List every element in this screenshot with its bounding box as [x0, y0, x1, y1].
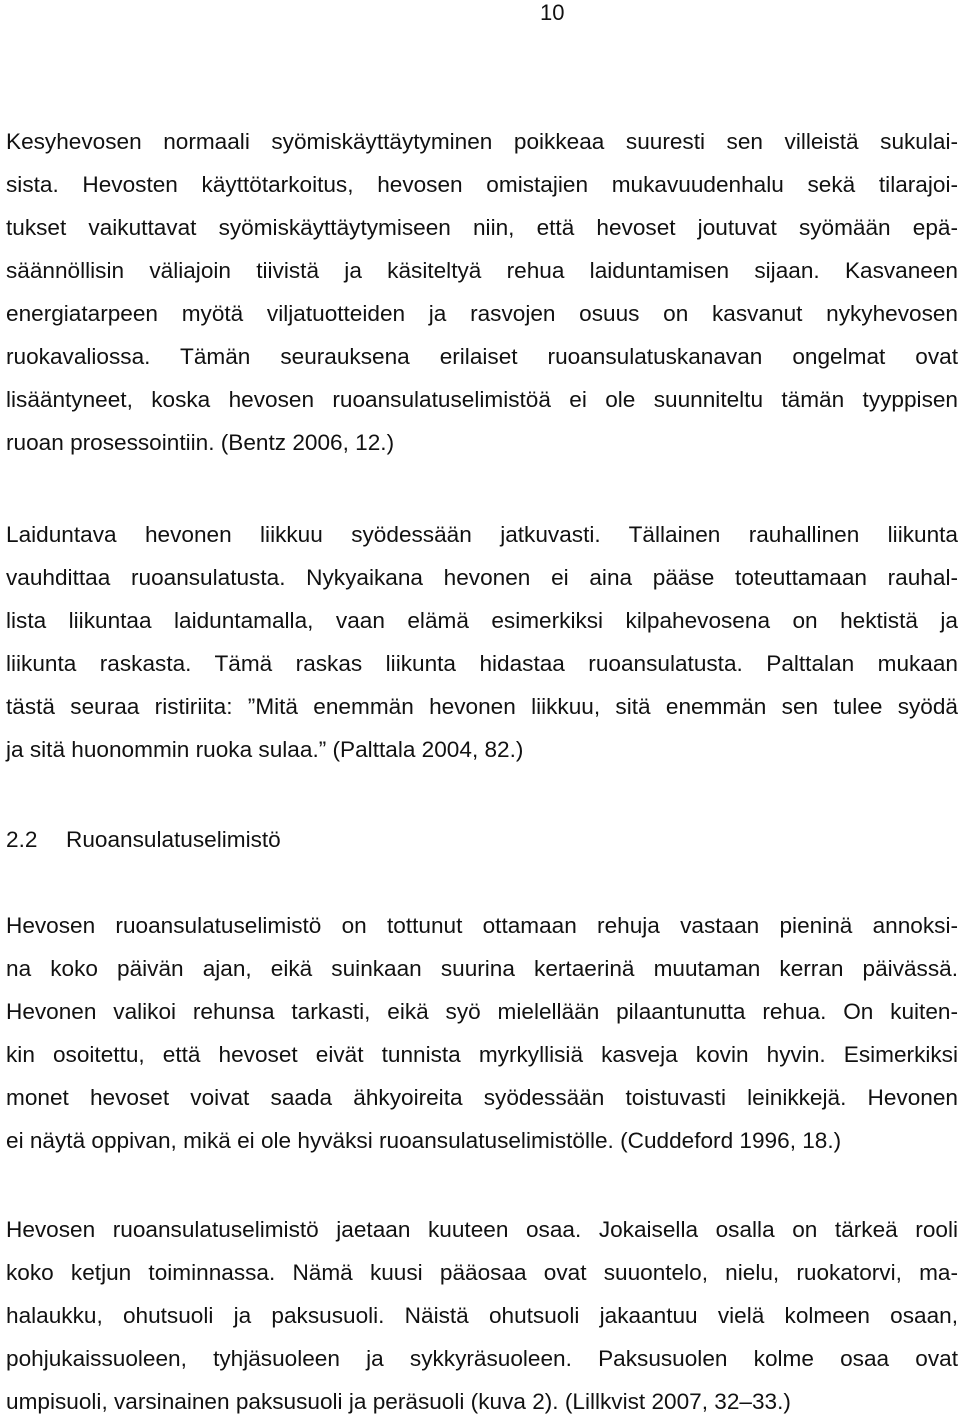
text-line: ruokavaliossa. Tämän seurauksena erilaiset ruoansulatuskanavan ongelmat ovat [6, 344, 958, 369]
paragraph-3 [0, 904, 960, 1162]
text-line: energiatarpeen myötä viljatuotteiden ja rasvojen osuus on kasvanut nykyhevosen [6, 301, 958, 326]
text-line: pohjukaissuoleen, tyhjäsuoleen ja sykkyräsuoleen. Paksusuolen kolme osaa ovat [6, 1346, 958, 1371]
text-line: vauhdittaa ruoansulatusta. Nykyaikana hevonen ei aina pääse toteuttamaan rauhal- [6, 565, 958, 590]
text-line: koko ketjun toiminnassa. Nämä kuusi pääosaa ovat suuontelo, nielu, ruokatorvi, ma- [6, 1260, 958, 1285]
text-line: lista liikuntaa laiduntamalla, vaan elämä esimerkiksi kilpahevosena on hektistä ja [6, 608, 958, 633]
text-line: tukset vaikuttavat syömiskäyttäytymiseen niin, että hevoset joutuvat syömään epä- [6, 215, 958, 240]
paragraph-2 [0, 513, 960, 771]
text-line: liikunta raskasta. Tämä raskas liikunta hidastaa ruoansulatusta. Palttalan mukaan [6, 651, 958, 676]
text-line: lisääntyneet, koska hevosen ruoansulatuselimistöä ei ole suunniteltu tämän tyyppisen [6, 387, 958, 412]
text-line: sista. Hevosten käyttötarkoitus, hevosen omistajien mukavuudenhalu sekä tilarajoi- [6, 172, 958, 197]
text-line: ruoan prosessointiin. (Bentz 2006, 12.) [6, 430, 395, 455]
text-line: umpisuoli, varsinainen paksusuoli ja peräsuoli (kuva 2). (Lillkvist 2007, 32–33.) [6, 1389, 791, 1414]
paragraph-4 [0, 1208, 960, 1423]
text-line: Hevosen ruoansulatuselimistö on tottunut ottamaan rehuja vastaan pieninä annoksi- [6, 913, 958, 938]
section-title: Ruoansulatuselimistö [66, 827, 281, 852]
text-line: säännöllisin väliajoin tiivistä ja käsiteltyä rehua laiduntamisen sijaan. Kasvaneen [6, 258, 958, 283]
text-line: Hevosen ruoansulatuselimistö jaetaan kuuteen osaa. Jokaisella osalla on tärkeä rooli [6, 1217, 958, 1242]
text-line: Laiduntava hevonen liikkuu syödessään jatkuvasti. Tällainen rauhallinen liikunta [6, 522, 958, 547]
section-number: 2.2 [6, 827, 38, 852]
text-line: Kesyhevosen normaali syömiskäyttäytyminen poikkeaa suuresti sen villeistä sukulai- [6, 129, 958, 154]
text-line: Hevonen valikoi rehunsa tarkasti, eikä syö mielellään pilaantunutta rehua. On kuiten- [6, 999, 958, 1024]
text-line: ei näytä oppivan, mikä ei ole hyväksi ruoansulatuselimistölle. (Cuddeford 1996, 18.) [6, 1128, 842, 1153]
paragraph-1 [0, 120, 960, 464]
text-line: monet hevoset voivat saada ähkyoireita syödessään toistuvasti leinikkejä. Hevonen [6, 1085, 958, 1110]
text-line: na koko päivän ajan, eikä suinkaan suurina kertaerinä muutaman kerran päivässä. [6, 956, 958, 981]
section-heading [6, 818, 281, 861]
page-number: 10 [540, 0, 565, 25]
text-line: tästä seuraa ristiriita: ”Mitä enemmän hevonen liikkuu, sitä enemmän sen tulee syödä [6, 694, 958, 719]
text-line: ja sitä huonommin ruoka sulaa.” (Palttala 2004, 82.) [6, 737, 524, 762]
text-line: kin osoitettu, että hevoset eivät tunnista myrkyllisiä kasveja kovin hyvin. Esimerkiksi [6, 1042, 958, 1067]
text-line: halaukku, ohutsuoli ja paksusuoli. Näistä ohutsuoli jakaantuu vielä kolmeen osaan, [6, 1303, 958, 1328]
